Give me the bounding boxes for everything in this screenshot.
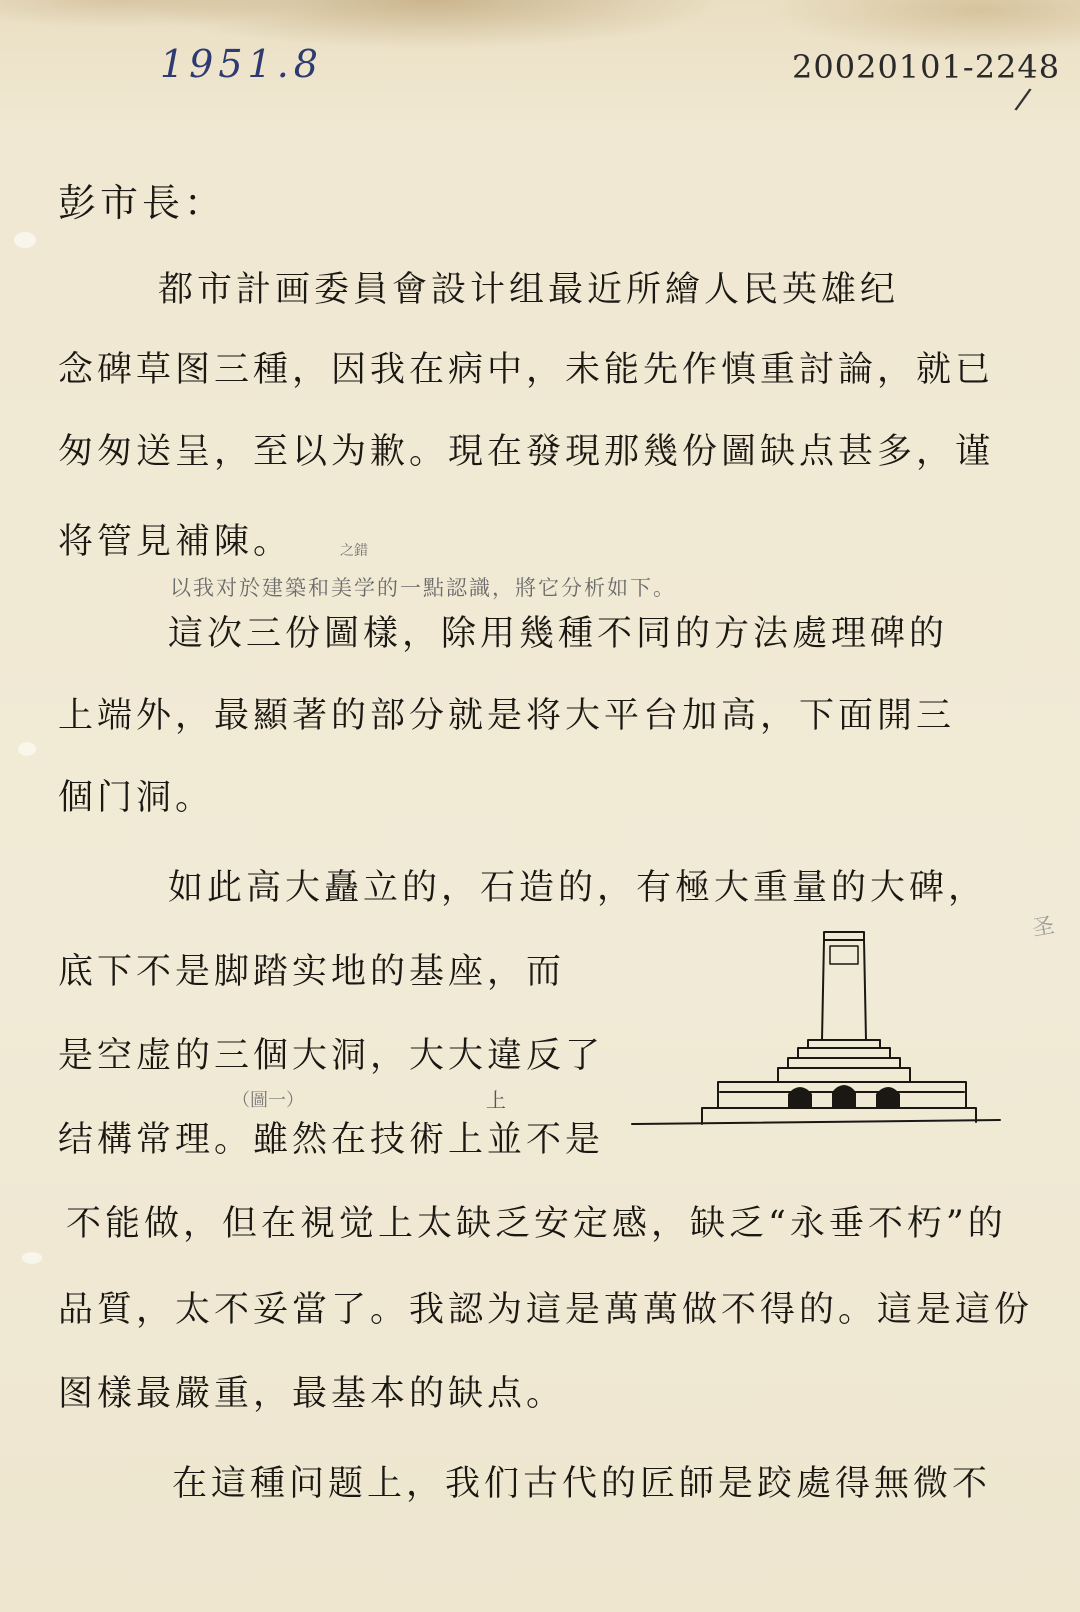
letter-line: 如此高大矗立的，石造的，有極大重量的大碑， (168, 868, 988, 908)
letter-line: 上端外，最顯著的部分就是将大平台加高，下面開三 (58, 696, 956, 736)
letter-line: 是空虚的三個大洞，大大違反了 (58, 1036, 605, 1076)
figure-label: （圖一） (232, 1090, 304, 1111)
page-mark: / (1012, 81, 1034, 118)
letter-line: 品質，太不妥當了。我認为這是萬萬做不得的。這是這份 (58, 1290, 1034, 1330)
letter-line: 匆匆送呈，至以为歉。現在發現那幾份圖缺点甚多，谨 (58, 432, 995, 472)
inserted-note: 以我对於建築和美学的一點認識，將它分析如下。 (170, 576, 676, 600)
letter-line: 都市計画委員會設计组最近所繪人民英雄纪 (158, 270, 900, 310)
letter-line: 将管見補陳。 (58, 522, 293, 562)
insert-caret: 上 (486, 1088, 506, 1112)
archive-number: 20020101-2248 (792, 48, 1061, 86)
edge-fragment: 圣 (1030, 913, 1057, 942)
sketch-ground-line (632, 1120, 1000, 1124)
paper-stain (14, 232, 36, 248)
letter-line: 图樣最嚴重，最基本的缺点。 (58, 1374, 566, 1414)
sketch-steps (778, 1068, 910, 1082)
letter-line: 這次三份圖樣，除用幾種不同的方法處理碑的 (168, 614, 949, 654)
sketch-arched-openings (788, 1085, 900, 1108)
letter-line: 念碑草图三種，因我在病中，未能先作慎重討論，就已 (58, 350, 995, 390)
date-heading: 1951.8 (160, 42, 323, 86)
letter-line: 不能做，但在視觉上太缺乏安定感，缺乏“永垂不朽”的 (66, 1204, 1007, 1244)
inserted-note-marker: 之錯 (340, 543, 368, 559)
letter-line: 個门洞。 (58, 778, 215, 818)
letter-line: 在這種问题上，我们古代的匠師是跤處得無微不 (172, 1464, 992, 1504)
monument-sketch (628, 928, 1028, 1138)
salutation: 彭市長： (58, 181, 227, 225)
paper-stain (22, 1252, 42, 1264)
sketch-obelisk-shaft (822, 940, 866, 1040)
letter-line: 底下不是脚踏实地的基座，而 (58, 952, 566, 992)
letter-line: 结構常理。雖然在技術上並不是 (58, 1120, 605, 1160)
paper-stain (18, 742, 36, 756)
